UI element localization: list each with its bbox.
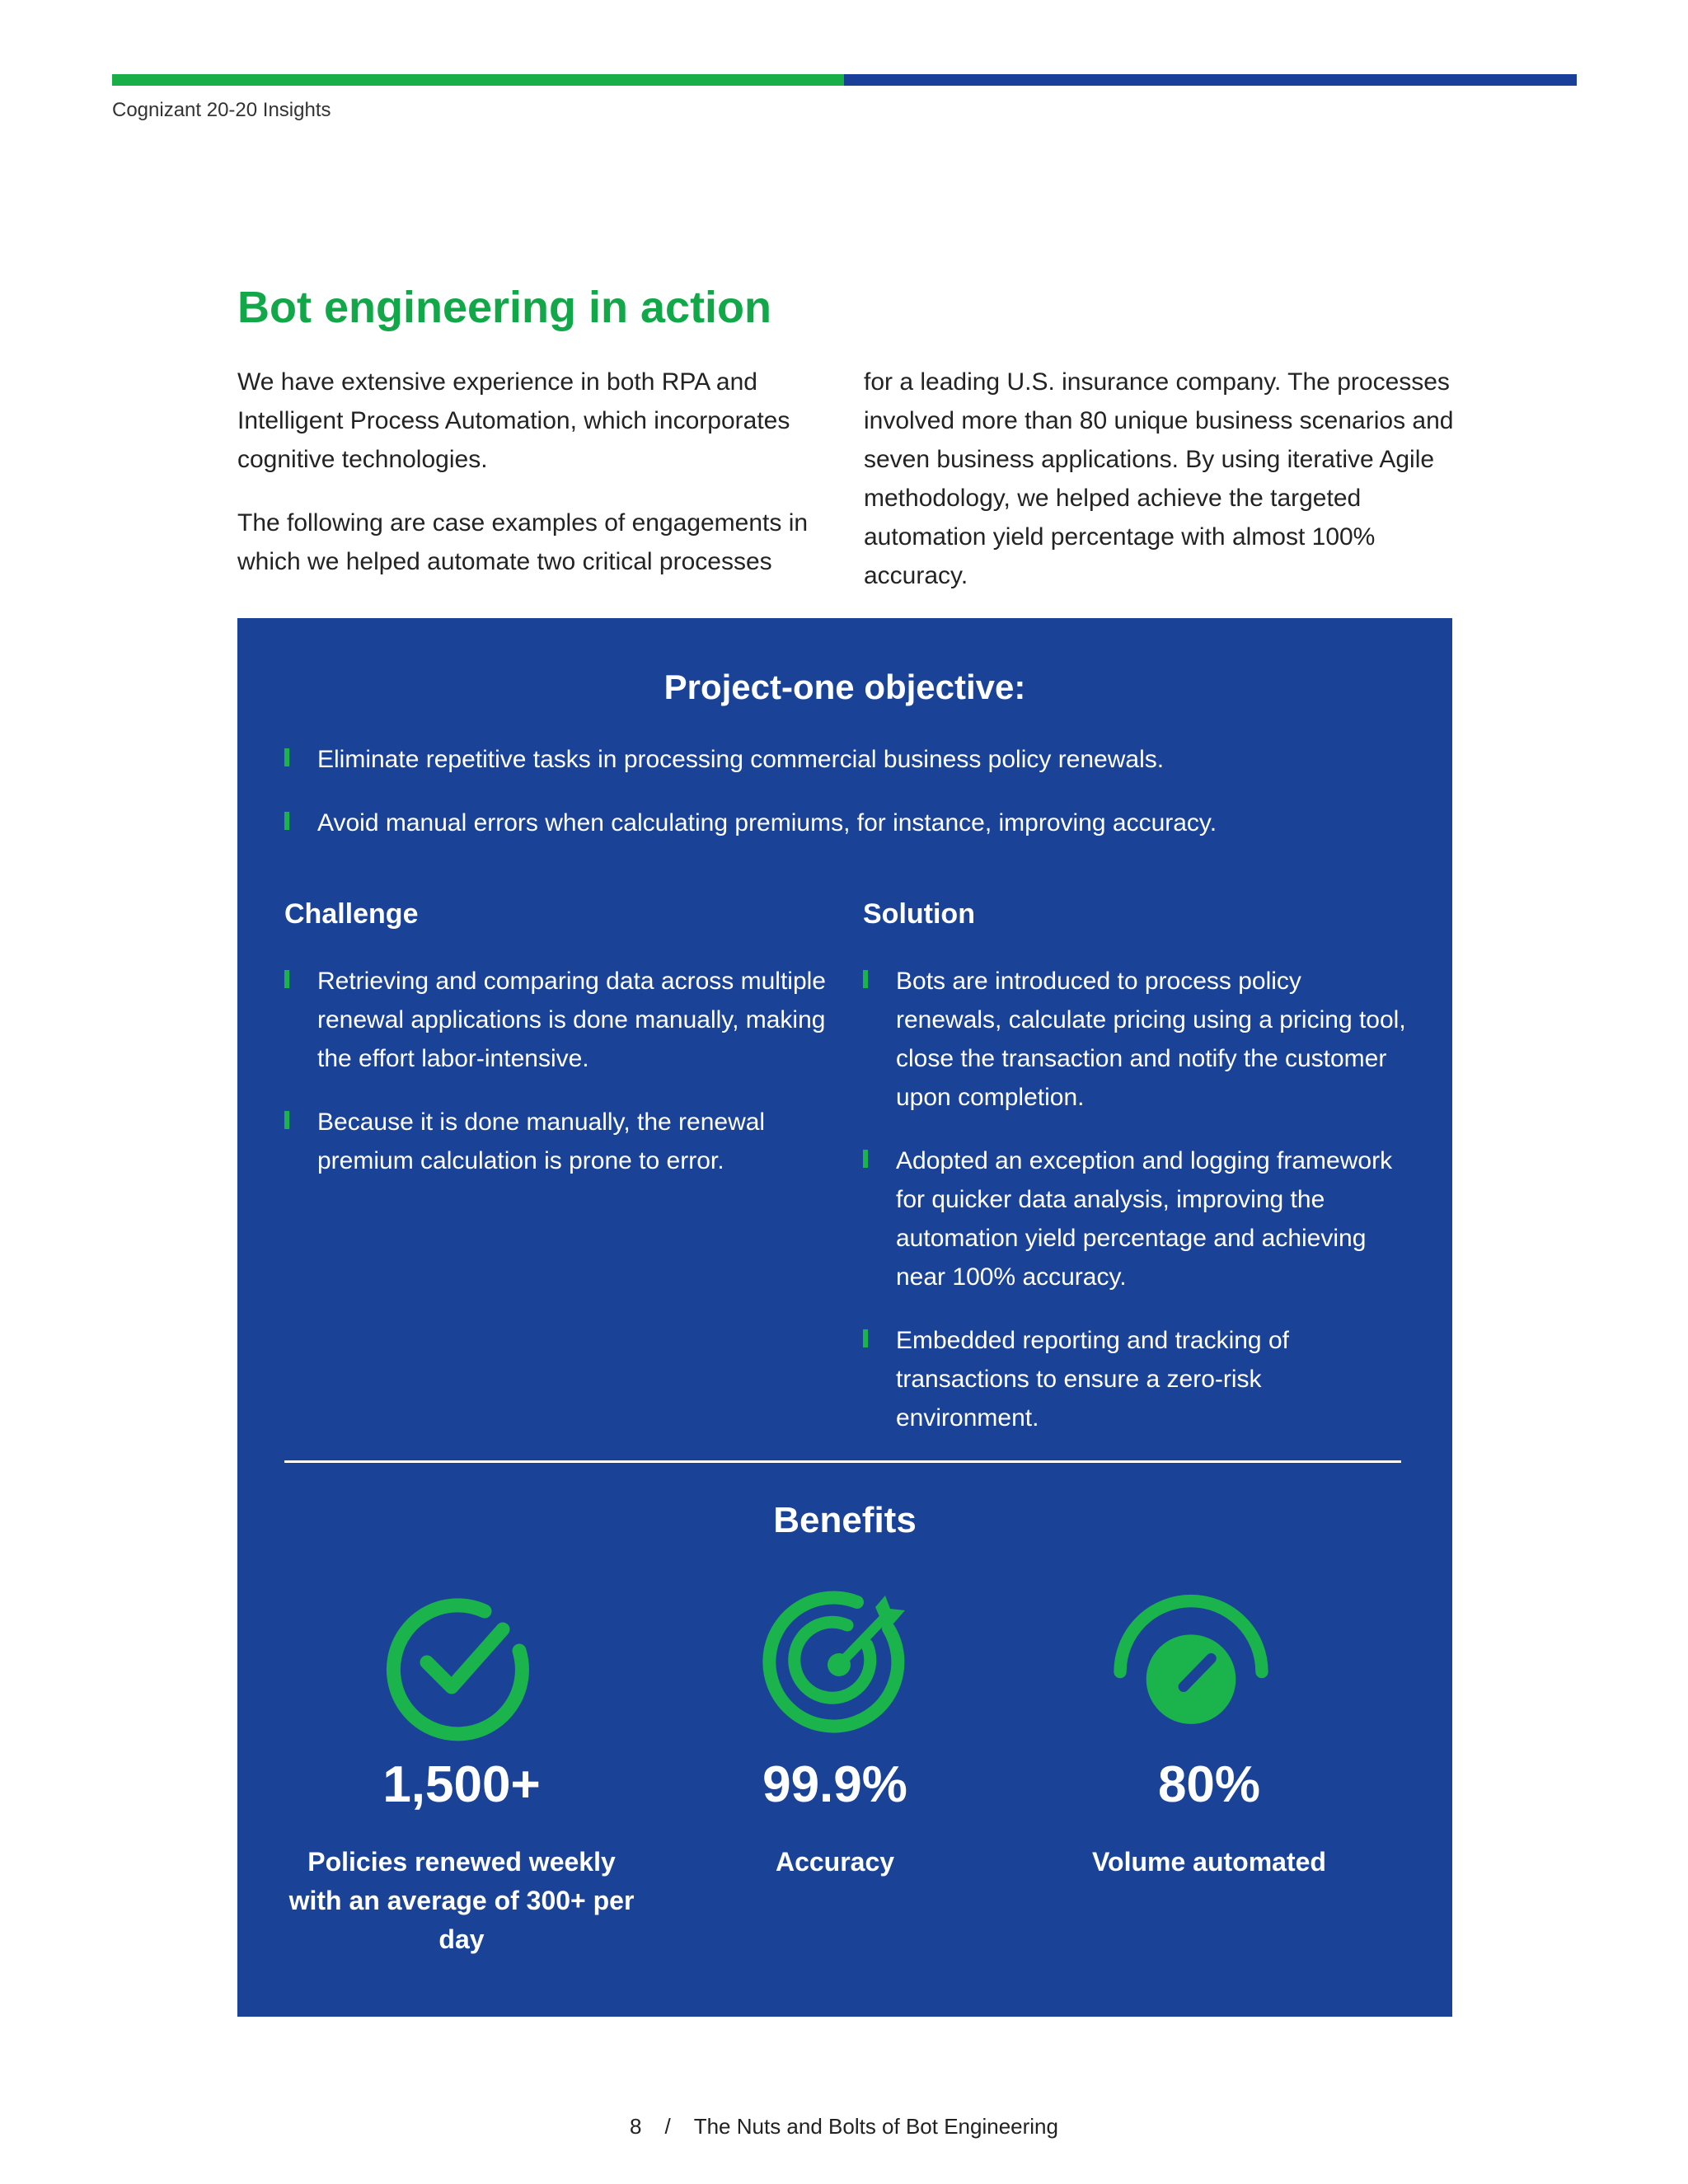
challenge-item [284, 962, 828, 1078]
objectives-list [284, 740, 1405, 867]
challenge-list [284, 962, 828, 1205]
benefits-title: Benefits [773, 1500, 917, 1540]
bullet-bar-icon [863, 1150, 868, 1168]
section-divider [284, 1460, 1401, 1463]
header-brand: Cognizant 20-20 Insights [112, 99, 331, 121]
intro-paragraph: for a leading U.S. insurance company. The processes involved more than 80 unique business scenarios and seven business applications. By using iterative Agile methodology, we helped achieve the targeted automation yield percentage with almost 100% accuracy. [864, 368, 1454, 589]
stat-label-volume: Volume automated [1092, 1847, 1326, 1877]
stat-value-accuracy: 99.9% [762, 1756, 907, 1813]
accent-bar-green [112, 74, 844, 86]
objective-text: Eliminate repetitive tasks in processing commercial business policy renewals. [317, 746, 1165, 773]
section-title: Bot engineering in action [237, 283, 772, 332]
challenge-item [284, 1103, 828, 1180]
stat-value-volume: 80% [1157, 1756, 1261, 1813]
bullet-bar-icon [284, 812, 289, 830]
bullet-bar-icon [863, 1329, 868, 1347]
accent-bar-blue [844, 74, 1577, 86]
intro-right-column [864, 363, 1457, 620]
footer-separator: / [664, 2114, 671, 2139]
objective-title: Project-one objective: [663, 668, 1026, 706]
page-footer [0, 2114, 1688, 2139]
solution-item [863, 1141, 1407, 1296]
stat-value-policies: 1,500+ [382, 1756, 541, 1813]
target-icon [760, 1582, 917, 1739]
checkmark-circle-icon [379, 1586, 536, 1743]
challenge-heading: Challenge [284, 898, 419, 930]
solution-item [863, 1321, 1407, 1437]
solution-text: Adopted an exception and logging framework for quicker data analysis, improving the automation yield percentage and achieving near 100% accuracy. [896, 1147, 1393, 1291]
page-number: 8 [630, 2114, 642, 2139]
bullet-bar-icon [284, 970, 289, 988]
solution-list [863, 962, 1407, 1462]
stat-label-accuracy: Accuracy [775, 1847, 895, 1877]
intro-paragraph: The following are case examples of engagements in which we helped automate two critical processes [237, 509, 809, 575]
footer-doc-title: The Nuts and Bolts of Bot Engineering [693, 2114, 1058, 2139]
objective-text: Avoid manual errors when calculating premiums, for instance, improving accuracy. [317, 809, 1217, 837]
objective-item [284, 740, 1405, 779]
bullet-bar-icon [284, 1111, 289, 1129]
challenge-text: Retrieving and comparing data across multiple renewal applications is done manually, making the effort labor-intensive. [317, 968, 826, 1072]
stat-label-policies: Policies renewed weekly with an average of 300+ per day [288, 1847, 635, 1954]
intro-left-column [237, 363, 831, 606]
challenge-text: Because it is done manually, the renewal premium calculation is prone to error. [317, 1108, 766, 1174]
intro-paragraph: We have extensive experience in both RPA and Intelligent Process Automation, which incorporates cognitive technologies. [237, 368, 790, 473]
solution-text: Embedded reporting and tracking of transactions to ensure a zero-risk environment. [896, 1327, 1289, 1432]
gauge-icon [1113, 1582, 1269, 1739]
solution-heading: Solution [863, 898, 975, 930]
bullet-bar-icon [863, 970, 868, 988]
solution-item [863, 962, 1407, 1117]
top-accent-bar [112, 74, 1577, 86]
objective-item [284, 804, 1405, 842]
solution-text: Bots are introduced to process policy renewals, calculate pricing using a pricing tool, close the transaction and notify the customer upon completion. [896, 968, 1406, 1111]
bullet-bar-icon [284, 748, 289, 766]
